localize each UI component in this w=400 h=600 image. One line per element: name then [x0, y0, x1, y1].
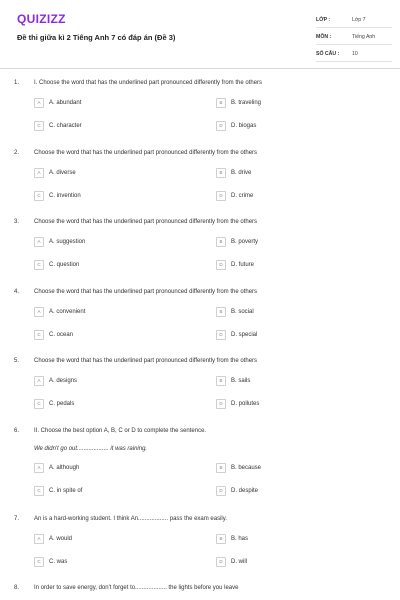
- option-c[interactable]: [34, 260, 79, 270]
- meta-count-value: 10: [352, 51, 358, 57]
- option-d[interactable]: [216, 486, 258, 496]
- option-letter-box: A: [34, 463, 44, 473]
- option-text: C. character: [49, 123, 82, 129]
- option-a[interactable]: [34, 98, 81, 108]
- option-letter-box: B: [216, 98, 226, 108]
- question-number: 4.: [14, 289, 20, 295]
- option-text: C. pedals: [49, 401, 75, 407]
- option-text: C. in spite of: [49, 488, 83, 494]
- option-a[interactable]: [34, 307, 85, 317]
- option-letter-box: C: [34, 486, 44, 496]
- option-a[interactable]: [34, 534, 72, 544]
- question-number: 5.: [14, 358, 20, 364]
- option-letter-box: A: [34, 237, 44, 247]
- meta-count-label: SỐ CÂU :: [316, 51, 340, 57]
- option-letter-box: B: [216, 534, 226, 544]
- meta-class-row: [316, 13, 392, 28]
- option-letter-box: D: [216, 557, 226, 567]
- option-letter-box: C: [34, 191, 44, 201]
- option-letter-box: C: [34, 260, 44, 270]
- option-text: C. invention: [49, 193, 81, 199]
- option-b[interactable]: [216, 237, 258, 247]
- option-b[interactable]: [216, 168, 251, 178]
- option-c[interactable]: [34, 330, 73, 340]
- option-letter-box: C: [34, 121, 44, 131]
- option-letter-box: A: [34, 98, 44, 108]
- question-text: Choose the word that has the underlined part pronounced differently from the others: [34, 358, 258, 364]
- option-d[interactable]: [216, 330, 257, 340]
- meta-subject-value: Tiếng Anh: [352, 34, 376, 40]
- option-b[interactable]: [216, 98, 261, 108]
- option-text: A. although: [49, 465, 80, 471]
- option-letter-box: D: [216, 191, 226, 201]
- option-text: A. suggestion: [49, 239, 86, 245]
- option-text: D. special: [231, 332, 258, 338]
- option-text: B. poverty: [231, 239, 259, 245]
- option-text: D. future: [231, 262, 255, 268]
- question-text: An is a hard-working student. I think An.................. pass the exam easily.: [34, 516, 227, 522]
- option-letter-box: A: [34, 534, 44, 544]
- question-number: 3.: [14, 219, 20, 225]
- option-letter-box: A: [34, 307, 44, 317]
- option-b[interactable]: [216, 376, 250, 386]
- meta-subject-row: [316, 30, 392, 45]
- quizizz-logo: QUIZIZZ: [17, 12, 66, 26]
- option-text: C. question: [49, 262, 80, 268]
- option-letter-box: B: [216, 237, 226, 247]
- meta-class-value: Lớp 7: [352, 17, 366, 23]
- option-c[interactable]: [34, 486, 82, 496]
- question-text: Choose the word that has the underlined part pronounced differently from the others: [34, 219, 258, 225]
- option-letter-box: D: [216, 121, 226, 131]
- worksheet-meta: [316, 13, 392, 64]
- option-letter-box: C: [34, 399, 44, 409]
- header-divider: [0, 68, 400, 69]
- option-letter-box: B: [216, 168, 226, 178]
- question-text: Choose the word that has the underlined part pronounced differently from the others: [34, 289, 258, 295]
- option-d[interactable]: [216, 121, 256, 131]
- option-text: D. pollutes: [231, 401, 260, 407]
- option-a[interactable]: [34, 463, 79, 473]
- option-a[interactable]: [34, 237, 85, 247]
- option-text: D. will: [231, 559, 247, 565]
- question-number: 7.: [14, 516, 20, 522]
- question-number: 2.: [14, 150, 20, 156]
- option-text: B. because: [231, 465, 262, 471]
- option-letter-box: A: [34, 168, 44, 178]
- option-letter-box: D: [216, 330, 226, 340]
- meta-class-label: LỚP :: [316, 17, 331, 23]
- option-text: B. drive: [231, 170, 252, 176]
- option-text: A. would: [49, 536, 73, 542]
- worksheet-title: Đề thi giữa kì 2 Tiếng Anh 7 có đáp án (Đề 3): [17, 33, 176, 42]
- option-b[interactable]: [216, 307, 254, 317]
- option-letter-box: A: [34, 376, 44, 386]
- option-text: B. sails: [231, 378, 251, 384]
- question-text: II. Choose the best option A, B, C or D to complete the sentence.: [34, 428, 207, 434]
- question-text: In order to save energy, don't forget to................... the lights before you leave: [34, 585, 239, 591]
- option-c[interactable]: [34, 191, 81, 201]
- option-text: A. diverse: [49, 170, 76, 176]
- option-text: B. social: [231, 309, 254, 315]
- option-letter-box: B: [216, 463, 226, 473]
- question-text: Choose the word that has the underlined part pronounced differently from the others: [34, 150, 258, 156]
- option-text: B. has: [231, 536, 249, 542]
- option-text: A. designs: [49, 378, 78, 384]
- option-d[interactable]: [216, 399, 259, 409]
- option-d[interactable]: [216, 557, 247, 567]
- option-letter-box: D: [216, 486, 226, 496]
- option-letter-box: B: [216, 376, 226, 386]
- option-text: A. convenient: [49, 309, 86, 315]
- option-text: D. biogas: [231, 123, 257, 129]
- option-a[interactable]: [34, 168, 76, 178]
- option-letter-box: D: [216, 399, 226, 409]
- option-text: A. abundant: [49, 100, 82, 106]
- option-text: C. ocean: [49, 332, 74, 338]
- meta-subject-label: MÔN :: [316, 34, 332, 40]
- worksheet-header: [0, 0, 400, 70]
- option-letter-box: B: [216, 307, 226, 317]
- option-letter-box: C: [34, 557, 44, 567]
- option-letter-box: D: [216, 260, 226, 270]
- option-c[interactable]: [34, 399, 74, 409]
- option-c[interactable]: [34, 121, 82, 131]
- option-b[interactable]: [216, 534, 248, 544]
- option-b[interactable]: [216, 463, 261, 473]
- option-a[interactable]: [34, 376, 77, 386]
- option-text: D. crime: [231, 193, 254, 199]
- question-number: 8.: [14, 585, 20, 591]
- question-number: 6.: [14, 428, 20, 434]
- meta-count-row: [316, 47, 392, 62]
- option-d[interactable]: [216, 260, 254, 270]
- option-letter-box: C: [34, 330, 44, 340]
- question-text: I. Choose the word that has the underlined part pronounced differently from the others: [34, 80, 263, 86]
- option-d[interactable]: [216, 191, 253, 201]
- question-number: 1.: [14, 80, 20, 86]
- option-text: B. traveling: [231, 100, 262, 106]
- option-text: C. was: [49, 559, 68, 565]
- option-c[interactable]: [34, 557, 67, 567]
- question-sentence: We didn't go out................... it was raining.: [34, 446, 148, 452]
- option-text: D. despite: [231, 488, 259, 494]
